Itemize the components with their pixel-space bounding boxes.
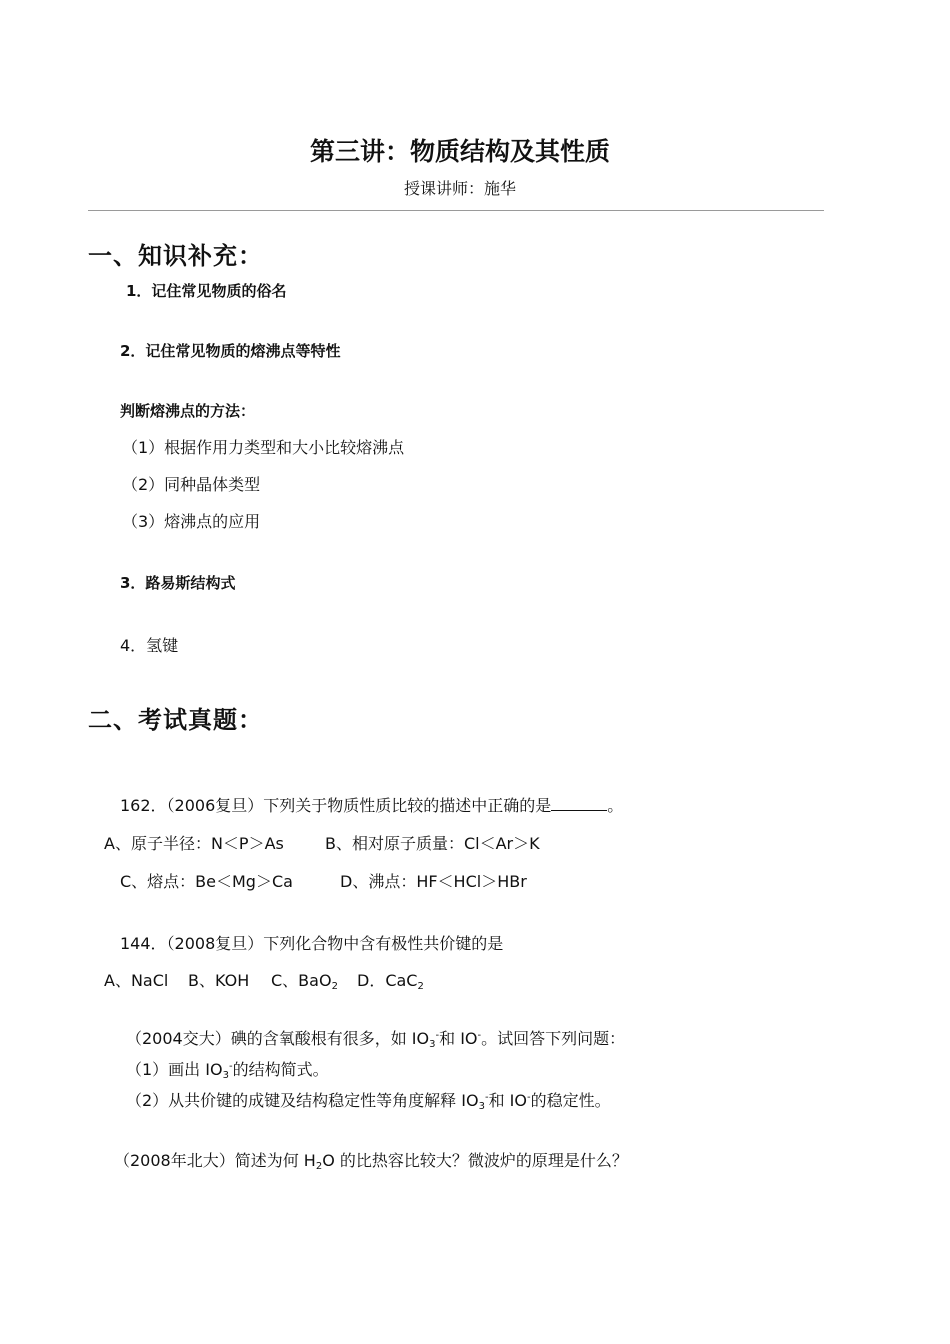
method-1: （1）根据作用力类型和大小比较熔沸点 bbox=[122, 438, 405, 457]
method-3: （3）熔沸点的应用 bbox=[122, 512, 261, 531]
method-label: 判断熔沸点的方法： bbox=[120, 402, 256, 420]
question-162-option-a: A、原子半径：N＜P＞As bbox=[104, 834, 284, 853]
knowledge-item-1: 1．记住常见物质的俗名 bbox=[126, 282, 287, 300]
question-2008-pku: （2008年北大）简述为何 $H_2O$ 的比热容比较大？微波炉的原理是什么？ bbox=[114, 1151, 628, 1172]
question-2004-stem: （2004交大）碘的含氧酸根有很多，如 $IO_3^-$和 IO-。试回答下列问题： bbox=[126, 1029, 626, 1050]
question-162-option-b: B、相对原子质量：Cl＜Ar＞K bbox=[325, 834, 540, 853]
knowledge-item-4: 4．氢键 bbox=[120, 636, 179, 655]
question-144-option-c: C、BaO$_2$ bbox=[271, 971, 338, 992]
lecturer-line: 授课讲师：施华 bbox=[403, 179, 516, 198]
section-heading-knowledge: 一、知识补充： bbox=[88, 241, 263, 270]
answer-blank bbox=[551, 798, 607, 811]
question-162-option-c: C、熔点：Be＜Mg＞Ca bbox=[120, 872, 293, 891]
question-162-stem: 162．（2006复旦）下列关于物质性质比较的描述中正确的是 。 bbox=[120, 796, 624, 815]
page-title: 第三讲：物质结构及其性质 bbox=[309, 137, 610, 166]
question-162-option-d: D、沸点：HF＜HCl＞HBr bbox=[340, 872, 527, 891]
question-144-option-d: D．CaC$_2$ bbox=[357, 971, 424, 992]
question-2004-part-2: （2）从共价键的成键及结构稳定性等角度解释 $IO_3^-$和 IO-的稳定性。 bbox=[126, 1091, 611, 1112]
question-144-option-a: A、NaCl bbox=[104, 971, 169, 990]
method-2: （2）同种晶体类型 bbox=[122, 475, 261, 494]
knowledge-item-2: 2．记住常见物质的熔沸点等特性 bbox=[120, 342, 341, 360]
question-144-stem: 144．（2008复旦）下列化合物中含有极性共价键的是 bbox=[120, 934, 504, 953]
question-2004-part-1: （1）画出 $IO_3^-$的结构简式。 bbox=[126, 1060, 329, 1081]
knowledge-item-3: 3．路易斯结构式 bbox=[120, 574, 236, 592]
header-divider bbox=[88, 210, 824, 211]
section-heading-exams: 二、考试真题： bbox=[88, 705, 263, 734]
question-144-option-b: B、KOH bbox=[188, 971, 250, 990]
